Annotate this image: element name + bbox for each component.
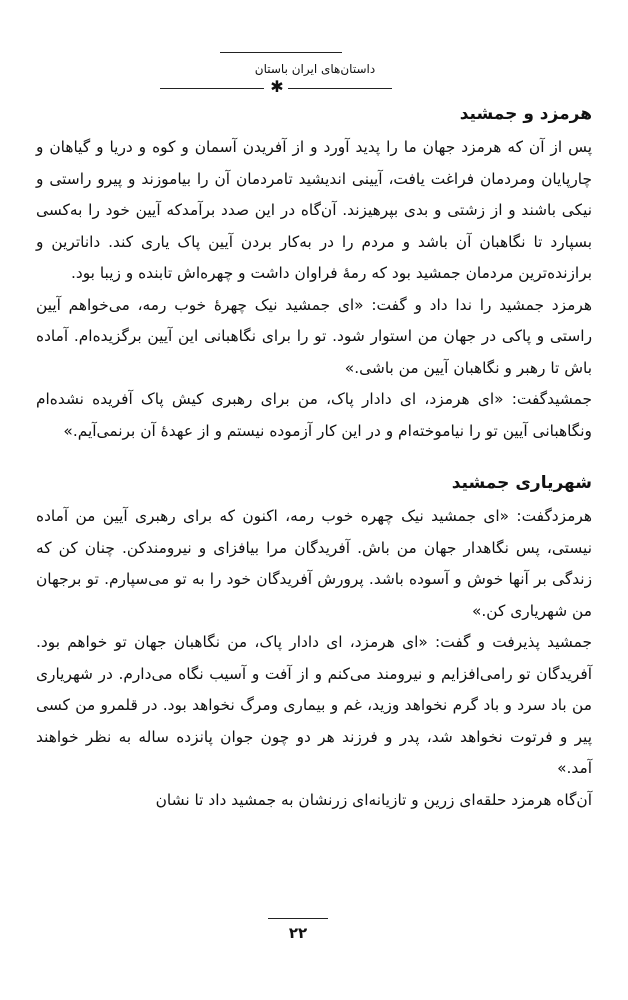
section-heading-hormozd-jamshid: هرمزد و جمشید xyxy=(459,104,592,124)
header-ornament-icon: ✱ xyxy=(270,77,284,96)
paragraph: هرمزدگفت: «ای جمشید نیک چهره خوب رمه، اکنون که برای رهبری آیین من آماده نیستی، پس نگاهدار جهان من باش. آفریدگان مرا بیافزای و نیرومندکن. چنان کن که زندگی بر آنها خوش و آسوده باشد. پرورش آفریدگان خود را به تو می‌سپارم. تو برجهان من شهریاری کن.» xyxy=(36,507,592,620)
paragraph: آن‌گاه هرمزد حلقه‌ای زرین و تازیانه‌ای زرنشان به جمشید داد تا نشان xyxy=(155,790,592,809)
header-top-rule xyxy=(220,52,342,53)
paragraph: جمشیدگفت: «ای هرمزد، ای دادار پاک، من برای رهبری کیش پاک آفریده نشده‌ام ونگاهبانی آیین تو را نیاموخته‌ام و در این کار آزموده نیستم و از عهدهٔ آن برنمی‌آیم.» xyxy=(36,390,592,440)
section-heading-jamshid-reign: شهریاری جمشید xyxy=(451,473,592,493)
footer-rule xyxy=(268,918,328,919)
running-header-title: داستان‌های ایران باستان xyxy=(254,62,376,76)
header-rule-left xyxy=(160,88,264,89)
page-number: ۲۲ xyxy=(288,924,308,942)
page-body xyxy=(36,100,592,816)
paragraph: هرمزد جمشید را ندا داد و گفت: «ای جمشید نیک چهرهٔ خوب رمه، می‌خواهم آیین راستی و پاکی در جهان من استوار شود. تو را برای نگاهبانی این آیین برگزیده‌ام. آماده باش تا رهبر و نگاهبان آیین من باشی.» xyxy=(36,295,592,377)
header-rule-right xyxy=(288,88,392,89)
paragraph: جمشید پذیرفت و گفت: «ای هرمزد، ای دادار پاک، من نگاهبان جهان تو خواهم بود. آفریدگان تو رامی‌افزایم و نیرومند می‌کنم و از آفت و آسیب نگاه می‌دارم. در شهریاری من باد سرد و باد گرم نخواهد وزید، غم و بیماری ومرگ نخواهد بود. در قلمرو من کسی پیر و فرتوت نخواهد شد، پدر و فرزند هر دو چون جوان پانزده ساله به نظر خواهند آمد.» xyxy=(36,633,592,777)
paragraph: پس از آن که هرمزد جهان ما را پدید آورد و از آفریدن آسمان و کوه و دریا و گیاهان و چارپایان ومردمان فراغت یافت، آیینی اندیشید تامردمان آن را بیاموزند و پیرو راستی و نیکی باشند و از زشتی و بدی بپرهیزند. آن‌گاه در این صدد برآمدکه آیین خود را به‌کسی بسپارد تا نگاهبان آن باشد و مردم را در به‌کار بردن آیین پاک یاری کند. داناترین و برازنده‌ترین مردمان جمشید بود که رمهٔ فراوان داشت و چهره‌اش تابنده و زیبا بود. xyxy=(36,138,592,282)
